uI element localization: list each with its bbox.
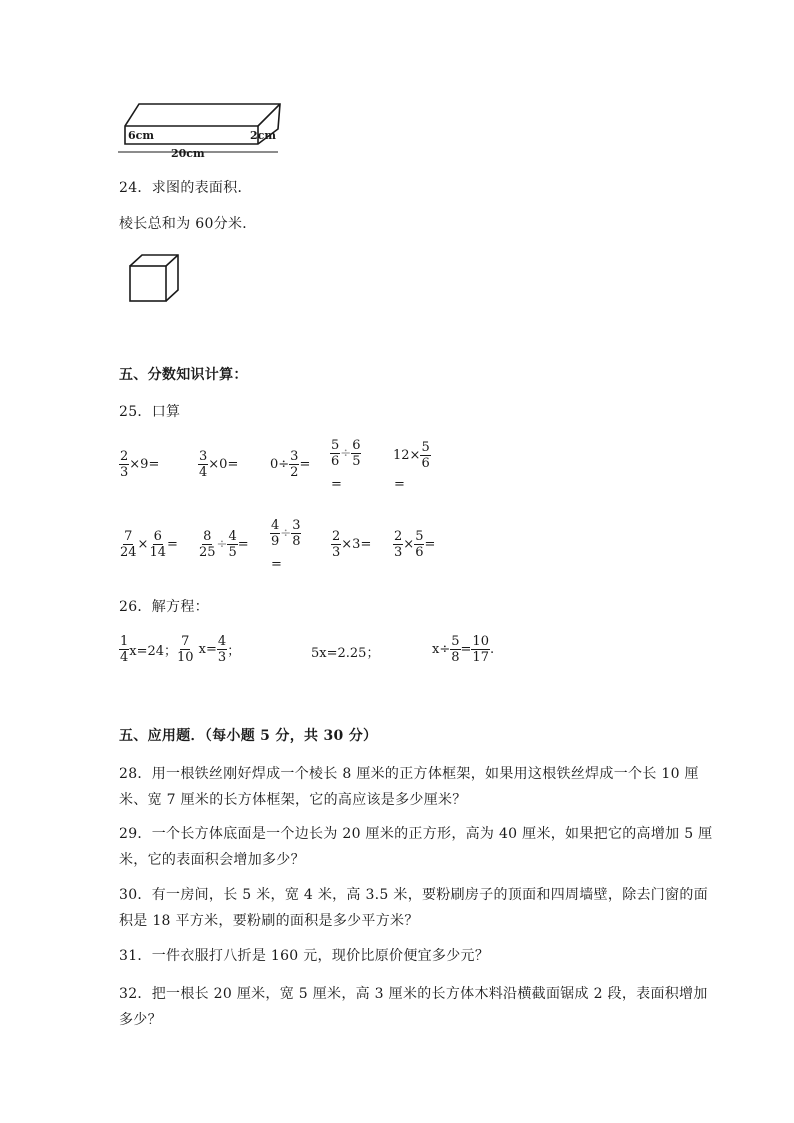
operator: = bbox=[167, 537, 178, 552]
prefix: x÷ bbox=[432, 642, 451, 657]
mental-calc-6 bbox=[119, 529, 178, 560]
equation-mid: x= bbox=[194, 642, 217, 657]
equation-rest: x=24； bbox=[129, 644, 178, 659]
mental-calc-1 bbox=[119, 449, 159, 480]
fraction: $\frac{7}{10}$ bbox=[177, 634, 194, 665]
equals-sign: = bbox=[331, 477, 342, 492]
fraction: $\frac{6}{5}$ bbox=[352, 438, 361, 469]
fraction: $\frac{10}{17}$ bbox=[472, 634, 489, 665]
q29-line-2: 米，它的表面积会增加多少？ bbox=[119, 852, 305, 868]
fraction: $\frac{3}{4}$ bbox=[199, 449, 208, 480]
mental-calc-7 bbox=[198, 529, 249, 560]
equation-end: . bbox=[489, 642, 495, 657]
fraction: $\frac{2}{3}$ bbox=[394, 529, 403, 560]
mental-calc-3 bbox=[270, 449, 310, 480]
q24-title: 24．求图的表面积． bbox=[119, 180, 252, 196]
operator: ÷ bbox=[280, 526, 292, 541]
prefix: 0÷ bbox=[270, 457, 290, 472]
fraction: $\frac{4}{9}$ bbox=[271, 518, 280, 549]
q25-title: 25．口算 bbox=[119, 404, 181, 420]
cuboid-figure bbox=[115, 96, 285, 160]
fraction: $\frac{5}{6}$ bbox=[331, 438, 340, 469]
prefix: 12× bbox=[393, 448, 421, 463]
fraction: $\frac{5}{6}$ bbox=[415, 529, 424, 560]
operator: ×9= bbox=[129, 457, 160, 472]
fraction: $\frac{5}{6}$ bbox=[421, 440, 430, 471]
mental-calc-4 bbox=[330, 438, 361, 469]
fraction: $\frac{5}{8}$ bbox=[451, 634, 460, 665]
fraction: $\frac{8}{25}$ bbox=[199, 529, 216, 560]
q24-condition: 棱长总和为 60分米． bbox=[119, 216, 257, 232]
operator: ÷ bbox=[216, 537, 228, 552]
equation-mid: = bbox=[460, 642, 472, 657]
section-word-problems-title: 五、应用题．（每小题 5 分，共 30 分） bbox=[119, 728, 378, 744]
equals-sign: = bbox=[271, 557, 282, 572]
equation-1 bbox=[119, 634, 177, 665]
operator: = bbox=[237, 537, 249, 552]
operator: × bbox=[137, 537, 149, 552]
q32-line-2: 多少？ bbox=[119, 1012, 162, 1028]
operator: ×0= bbox=[208, 457, 239, 472]
mental-calc-9 bbox=[331, 529, 371, 560]
operator: ÷ bbox=[340, 446, 352, 461]
q32-line-1: 32．把一根长 20 厘米，宽 5 厘米，高 3 厘米的长方体木料沿横截面锯成 2 段，表面积增加 bbox=[119, 986, 708, 1002]
fraction: $\frac{7}{24}$ bbox=[120, 529, 137, 560]
q30-line-2: 积是 18 平方米，要粉刷的面积是多少平方米？ bbox=[119, 913, 419, 929]
mental-calc-5 bbox=[393, 440, 431, 471]
width-label: 6cm bbox=[128, 129, 154, 142]
q26-title: 26．解方程： bbox=[119, 599, 209, 615]
fraction: $\frac{6}{14}$ bbox=[149, 529, 166, 560]
fraction: $\frac{2}{3}$ bbox=[120, 449, 129, 480]
cube-figure bbox=[126, 252, 182, 304]
fraction: $\frac{3}{8}$ bbox=[292, 518, 301, 549]
equals-sign: = bbox=[394, 477, 405, 492]
length-label: 20cm bbox=[171, 147, 205, 160]
mental-calc-2 bbox=[198, 449, 238, 480]
operator: × bbox=[403, 537, 415, 552]
height-label: 2cm bbox=[250, 129, 276, 142]
mental-calc-8 bbox=[270, 518, 301, 549]
q31-line-1: 31．一件衣服打八折是 160 元，现价比原价便宜多少元？ bbox=[119, 948, 490, 964]
equation-end: ； bbox=[227, 644, 241, 659]
q28-line-1: 28．用一根铁丝刚好焊成一个棱长 8 厘米的正方体框架，如果用这根铁丝焊成一个长 10 厘 bbox=[119, 766, 699, 782]
fraction: $\frac{1}{4}$ bbox=[120, 634, 129, 665]
equation-2 bbox=[176, 634, 240, 665]
mental-calc-10 bbox=[393, 529, 435, 560]
operator: = bbox=[299, 457, 311, 472]
fraction: $\frac{4}{5}$ bbox=[228, 529, 237, 560]
fraction: $\frac{3}{2}$ bbox=[290, 449, 299, 480]
equation-4 bbox=[432, 634, 494, 665]
q28-line-2: 米、宽 7 厘米的长方体框架，它的高应该是多少厘米？ bbox=[119, 792, 467, 808]
q29-line-1: 29．一个长方体底面是一个边长为 20 厘米的正方形，高为 40 厘米，如果把它的高增加 5 厘 bbox=[119, 826, 713, 842]
q30-line-1: 30．有一房间，长 5 米，宽 4 米，高 3.5 米，要粉刷房子的顶面和四周墙壁，除去门窗的面 bbox=[119, 887, 708, 903]
section-fraction-calc-title: 五、分数知识计算： bbox=[119, 367, 248, 383]
operator: = bbox=[424, 537, 436, 552]
equation-3: 5x=2.25； bbox=[311, 646, 380, 661]
operator: ×3= bbox=[341, 537, 372, 552]
fraction: $\frac{2}{3}$ bbox=[332, 529, 341, 560]
fraction: $\frac{4}{3}$ bbox=[217, 634, 227, 665]
